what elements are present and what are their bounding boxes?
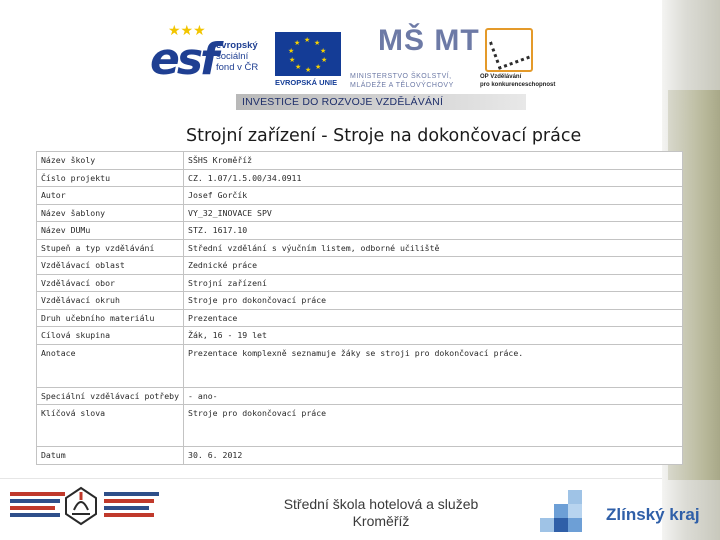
school-logo-stripes-right	[104, 492, 159, 522]
op-caption-line2: pro konkurenceschopnost	[480, 81, 556, 88]
info-value-cell: Prezentace	[184, 309, 683, 327]
esf-caption	[216, 40, 258, 73]
info-label-cell: Klíčová slova	[37, 405, 184, 447]
info-value-cell: Prezentace komplexně seznamuje žáky se stroji pro dokončovací práce.	[184, 344, 683, 387]
zlin-region-logo-icon	[540, 490, 600, 530]
info-table-row	[37, 169, 683, 187]
esf-caption-line3: fond v ČR	[216, 62, 259, 73]
slide-title: Strojní zařízení - Stroje na dokončovací práce	[186, 126, 582, 146]
eu-label: EVROPSKÁ UNIE	[275, 78, 338, 87]
msmt-caption-line1: MINISTERSTVO ŠKOLSTVÍ,	[350, 73, 452, 80]
info-table-row	[37, 309, 683, 327]
esf-logo-text: esf	[150, 34, 217, 85]
info-table-row	[37, 344, 683, 387]
school-name-line1: Střední škola hotelová a služeb	[283, 496, 479, 512]
info-value-cell: CZ. 1.07/1.5.00/34.0911	[184, 169, 683, 187]
info-value-cell: Stroje pro dokončovací práce	[184, 292, 683, 310]
info-value-cell: Strojní zařízení	[184, 274, 683, 292]
info-label-cell: Cílová skupina	[37, 327, 184, 345]
info-value-cell: - ano-	[184, 387, 683, 405]
info-table-row	[37, 405, 683, 447]
msmt-caption-line2: MLÁDEŽE A TĚLOVÝCHOVY	[350, 82, 454, 89]
esf-stars-icon: ★★★	[168, 22, 206, 38]
info-label-cell: Číslo projektu	[37, 169, 184, 187]
info-label-cell: Název DUMu	[37, 222, 184, 240]
info-value-cell: STZ. 1617.10	[184, 222, 683, 240]
info-value-cell: Zednické práce	[184, 257, 683, 275]
info-table-row	[37, 222, 683, 240]
info-table-row	[37, 327, 683, 345]
info-table-row	[37, 447, 683, 465]
info-table-row	[37, 292, 683, 310]
info-label-cell: Vzdělávací oblast	[37, 257, 184, 275]
info-label-cell: Vzdělávací obor	[37, 274, 184, 292]
info-label-cell: Název šablony	[37, 204, 184, 222]
info-value-cell: Stroje pro dokončovací práce	[184, 405, 683, 447]
msmt-caption	[350, 72, 454, 90]
info-table	[36, 151, 683, 465]
info-value-cell: Josef Gorčík	[184, 187, 683, 205]
school-logo-stripes-left	[10, 492, 65, 522]
info-table-row	[37, 387, 683, 405]
info-label-cell: Speciální vzdělávací potřeby	[37, 387, 184, 405]
info-table-row	[37, 257, 683, 275]
footer-divider	[0, 478, 662, 479]
info-value-cell: VY_32_INOVACE SPV	[184, 204, 683, 222]
op-logo-icon	[485, 28, 533, 72]
info-value-cell: 30. 6. 2012	[184, 447, 683, 465]
esf-caption-line1: evropský	[216, 40, 258, 51]
esf-logo	[150, 30, 217, 90]
info-table-row	[37, 204, 683, 222]
info-value-cell: SŠHS Kroměříž	[184, 152, 683, 170]
school-name-line2: Kroměříž	[352, 513, 410, 529]
invest-banner-text: INVESTICE DO ROZVOJE VZDĚLÁVÁNÍ	[242, 96, 444, 108]
header-logo-bar	[150, 22, 565, 114]
school-name	[276, 496, 486, 530]
info-label-cell: Druh učebního materiálu	[37, 309, 184, 327]
msmt-logo: MŠ MT	[378, 24, 480, 57]
info-table-row	[37, 274, 683, 292]
school-emblem-icon	[62, 486, 100, 526]
info-table-row	[37, 152, 683, 170]
info-label-cell: Název školy	[37, 152, 184, 170]
op-caption-line1: OP Vzdělávání	[480, 74, 522, 80]
info-label-cell: Anotace	[37, 344, 184, 387]
info-label-cell: Autor	[37, 187, 184, 205]
info-label-cell: Vzdělávací okruh	[37, 292, 184, 310]
op-caption	[480, 74, 555, 89]
info-value-cell: Žák, 16 - 19 let	[184, 327, 683, 345]
info-table-row	[37, 187, 683, 205]
info-value-cell: Střední vzdělání s výučním listem, odborné učiliště	[184, 239, 683, 257]
info-table-row	[37, 239, 683, 257]
eu-flag-icon: ★ ★ ★ ★ ★ ★ ★ ★ ★ ★	[275, 32, 341, 76]
info-label-cell: Stupeň a typ vzdělávání	[37, 239, 184, 257]
info-label-cell: Datum	[37, 447, 184, 465]
esf-caption-line2: sociální	[216, 51, 249, 62]
zlin-region-label: Zlínský kraj	[606, 505, 700, 524]
